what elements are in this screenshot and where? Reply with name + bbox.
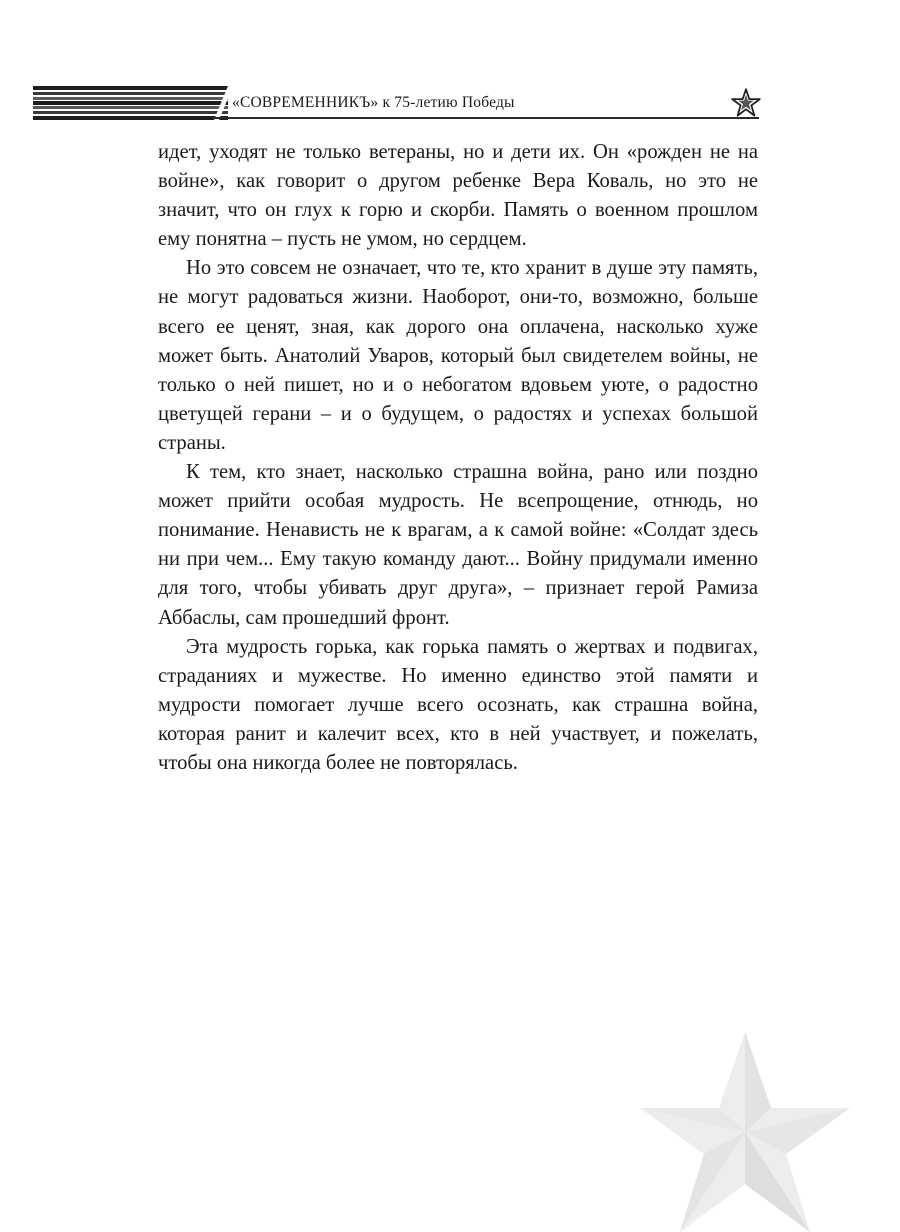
running-header-title: «СОВРЕМЕННИКЪ» к 75-летию Победы bbox=[232, 94, 515, 111]
paragraph: Но это совсем не означает, что те, кто хранит в душе эту память, не могут радоваться жизни. Наоборот, они-то, возможно, больше всего ее ценят, зная, как дорого она оплачена, насколько хуже может быть. Анатолий Уваров, который был свидетелем войны, не только о ней пишет, но и о небогатом вдовьем уюте, о радостно цветущей герани – и о будущем, о радостях и успехах большой страны. bbox=[158, 257, 758, 454]
body-text bbox=[158, 138, 758, 778]
paragraph: Эта мудрость горька, как горька память о жертвах и подвигах, страданиях и мужестве. Но именно единство этой памяти и мудрости помогает лучше всего осознать, как страшна война, которая ранит и калечит всех, кто в ней участвует, и пожелать, чтобы она никогда более не повторялась. bbox=[158, 635, 758, 774]
paragraph: К тем, кто знает, насколько страшна война, рано или поздно может прийти особая мудрость. Не всепрощение, отнюдь, но понимание. Ненависть не к врагам, а к самой войне: «Солдат здесь ни при чем... Ему такую команду дают... Войну придумали именно для того, чтобы убивать друг друга», – признает герой Рамиза Аббаслы, сам прошедший фронт. bbox=[158, 461, 758, 629]
header-rule bbox=[213, 117, 759, 119]
paragraph: идет, уходят не только ветераны, но и дети их. Он «рожден не на войне», как говорит о другом ребенке Вера Коваль, но это не значит, что он глух к горю и скорби. Память о военном прошлом ему понятна – пусть не умом, но сердцем. bbox=[158, 141, 758, 251]
star-icon bbox=[731, 88, 761, 118]
st-george-ribbon-icon bbox=[33, 86, 228, 120]
watermark-star-icon bbox=[640, 1032, 850, 1232]
